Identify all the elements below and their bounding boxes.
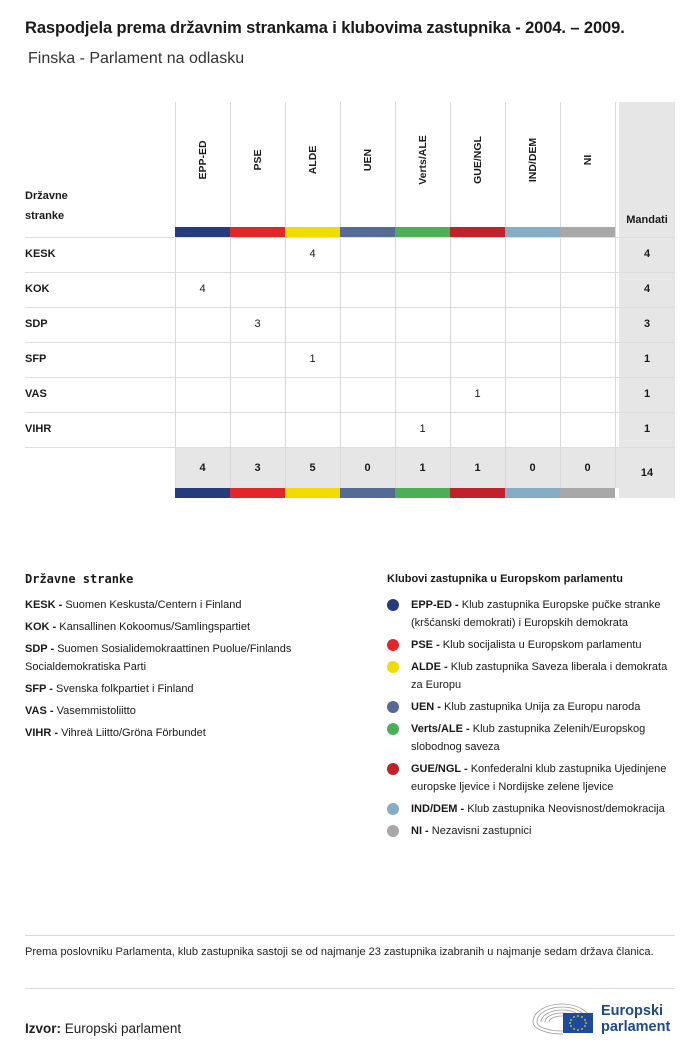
seat-cell: 4: [199, 283, 206, 295]
seat-cell: [560, 342, 615, 377]
party-abbr: VAS: [25, 705, 47, 717]
group-name: Konfederalni klub zastupnika Ujedinjene europske ljevice i Nordijske zelene ljevice: [411, 763, 667, 793]
seat-cell: [560, 272, 615, 307]
party-sep: -: [49, 621, 60, 633]
total-cell: 1: [474, 462, 481, 474]
group-abbr: Verts/ALE: [411, 723, 463, 735]
european-parliament-logo: [529, 998, 679, 1038]
seat-cell: [450, 342, 505, 377]
mandati-cell: 1: [643, 388, 651, 400]
seat-cell: [395, 272, 450, 307]
seat-cell: 1: [309, 353, 316, 365]
group-legend-item: [387, 760, 677, 796]
group-legend-item: [387, 596, 677, 632]
seat-cell: [505, 237, 560, 272]
group-color-dot: [387, 661, 399, 673]
groups-legend: [387, 596, 677, 844]
total-cell: 0: [584, 462, 591, 474]
seat-cell: [560, 377, 615, 412]
divider: [25, 988, 675, 989]
group-color-bar-top: [450, 227, 505, 237]
parliament-hemicycle-icon: [529, 998, 599, 1038]
group-abbr: UEN: [411, 701, 435, 713]
group-header-uen: [340, 102, 395, 228]
mandati-cell: 3: [643, 318, 651, 330]
party-row-label: SDP: [25, 318, 48, 330]
seat-cell: 3: [254, 318, 261, 330]
party-legend-item: [25, 680, 370, 698]
seat-cell: [230, 237, 285, 272]
group-color-bar-top: [340, 227, 395, 237]
group-color-bar-bottom: [505, 488, 560, 498]
party-legend-item: [25, 702, 370, 720]
group-header-alde: [285, 102, 340, 228]
group-sep: -: [440, 661, 451, 673]
source-label: Izvor:: [25, 1021, 62, 1036]
parties-legend: [25, 596, 370, 746]
total-cell: 3: [254, 462, 261, 474]
seat-cell: [230, 342, 285, 377]
party-name: Kansallinen Kokoomus/Samlingspartiet: [59, 621, 251, 633]
total-cell: 0: [364, 462, 371, 474]
party-name: Vasemmistoliitto: [56, 705, 136, 717]
seat-cell: [285, 377, 340, 412]
mandati-cell: 1: [643, 423, 651, 435]
group-name: Klub zastupnika Zelenih/Europskog slobodnog saveza: [411, 723, 646, 753]
group-abbr: PSE: [411, 639, 434, 651]
group-color-bar-bottom: [450, 488, 505, 498]
party-name: Svenska folkpartiet i Finland: [55, 683, 194, 695]
group-abbr: EPP-ED: [411, 599, 452, 611]
group-color-bar-top: [395, 227, 450, 237]
party-legend-item: [25, 640, 370, 676]
party-sep: -: [51, 727, 62, 739]
seat-cell: [340, 342, 395, 377]
group-header-label: UEN: [361, 148, 374, 172]
mandati-cell: 4: [643, 283, 651, 295]
source-line: [25, 1021, 181, 1036]
total-cell: 5: [309, 462, 316, 474]
group-sep: -: [457, 803, 468, 815]
seat-cell: 4: [309, 248, 316, 260]
group-color-bar-bottom: [175, 488, 230, 498]
group-color-bar-top: [230, 227, 285, 237]
group-name: Klub zastupnika Neovisnost/demokracija: [467, 803, 665, 815]
column-divider: [615, 102, 616, 488]
group-color-dot: [387, 639, 399, 651]
group-header-epped: [175, 102, 230, 228]
seat-cell: [450, 412, 505, 447]
group-header-label: PSE: [251, 149, 264, 171]
logo-text: Europski parlament: [601, 1003, 671, 1035]
group-color-bar-bottom: [285, 488, 340, 498]
group-name: Klub zastupnika Unija za Europu naroda: [444, 701, 641, 713]
party-row-label: VAS: [25, 388, 47, 400]
group-sep: -: [451, 599, 462, 611]
group-abbr: NI: [411, 825, 422, 837]
parties-legend-title: Državne stranke: [25, 572, 134, 586]
seat-cell: [560, 412, 615, 447]
party-name: Suomen Sosialidemokraattinen Puolue/Finlands Socialdemokratiska Parti: [25, 643, 292, 673]
group-header-label: GUE/NGL: [471, 136, 484, 184]
group-color-bar-bottom: [340, 488, 395, 498]
group-color-bar-bottom: [560, 488, 615, 498]
group-sep: -: [460, 763, 471, 775]
seat-cell: [505, 412, 560, 447]
group-color-dot: [387, 701, 399, 713]
seat-cell: [340, 272, 395, 307]
party-row-label: KESK: [25, 248, 56, 260]
seat-cell: [450, 272, 505, 307]
party-name: Suomen Keskusta/Centern i Finland: [65, 599, 242, 611]
party-row-label: KOK: [25, 283, 50, 295]
group-header-pse: [230, 102, 285, 228]
group-header-guengl: [450, 102, 505, 228]
group-legend-item: [387, 720, 677, 756]
group-sep: -: [462, 723, 473, 735]
group-color-dot: [387, 825, 399, 837]
group-abbr: ALDE: [411, 661, 441, 673]
seat-cell: [340, 412, 395, 447]
seat-cell: [230, 272, 285, 307]
seat-cell: [395, 377, 450, 412]
seat-cell: [450, 237, 505, 272]
group-color-bar-top: [285, 227, 340, 237]
group-header-label: ALDE: [306, 145, 319, 175]
total-cell: 1: [419, 462, 426, 474]
distribution-table: [25, 102, 675, 498]
groups-legend-title: Klubovi zastupnika u Europskom parlamentu: [387, 573, 623, 585]
group-legend-item: [387, 800, 677, 818]
group-color-bar-top: [505, 227, 560, 237]
group-header-ni: [560, 102, 615, 228]
total-cell: 4: [199, 462, 206, 474]
party-abbr: KOK: [25, 621, 50, 633]
seat-cell: [285, 412, 340, 447]
seat-cell: [285, 272, 340, 307]
party-abbr: SFP: [25, 683, 47, 695]
seat-cell: [450, 307, 505, 342]
footnote: Prema poslovniku Parlamenta, klub zastupnika sastoji se od najmanje 23 zastupnika izabranih u najmanje sedam država članica.: [25, 946, 654, 958]
seat-cell: [285, 307, 340, 342]
group-color-bar-bottom: [230, 488, 285, 498]
seat-cell: [505, 272, 560, 307]
party-sep: -: [55, 599, 66, 611]
seat-cell: [395, 342, 450, 377]
seat-cell: 1: [419, 423, 426, 435]
seat-cell: [175, 377, 230, 412]
group-legend-item: [387, 636, 677, 654]
divider: [25, 935, 675, 936]
group-header-label: IND/DEM: [526, 137, 539, 183]
group-color-bar-top: [175, 227, 230, 237]
party-legend-item: [25, 596, 370, 614]
group-color-bar-top: [560, 227, 615, 237]
group-color-bar-bottom: [395, 488, 450, 498]
seat-cell: [175, 412, 230, 447]
seat-cell: [395, 237, 450, 272]
seat-cell: [340, 237, 395, 272]
mandati-cell: 1: [643, 353, 651, 365]
group-color-dot: [387, 723, 399, 735]
group-color-dot: [387, 803, 399, 815]
group-color-dot: [387, 599, 399, 611]
party-abbr: SDP: [25, 643, 48, 655]
group-name: Klub zastupnika Europske pučke stranke (kršćanski demokrati) i Europskih demokrata: [411, 599, 661, 629]
seat-cell: [340, 307, 395, 342]
seat-cell: [175, 307, 230, 342]
page-subtitle: Finska - Parlament na odlasku: [28, 50, 245, 67]
group-sep: -: [434, 701, 445, 713]
group-color-dot: [387, 763, 399, 775]
seat-cell: [175, 237, 230, 272]
group-legend-item: [387, 698, 677, 716]
seat-cell: [230, 412, 285, 447]
mandati-cell: 4: [643, 248, 651, 260]
group-sep: -: [433, 639, 443, 651]
seat-cell: [560, 237, 615, 272]
page-title: Raspodjela prema državnim strankama i klubovima zastupnika - 2004. – 2009.: [25, 19, 625, 37]
group-name: Klub zastupnika Saveza liberala i demokrata za Europu: [411, 661, 668, 691]
group-abbr: IND/DEM: [411, 803, 458, 815]
seat-cell: [395, 307, 450, 342]
party-sep: -: [46, 683, 56, 695]
party-abbr: VIHR: [25, 727, 52, 739]
party-abbr: KESK: [25, 599, 56, 611]
party-name: Vihreä Liitto/Gröna Förbundet: [61, 727, 206, 739]
party-row-label: VIHR: [25, 423, 52, 435]
group-header-label: Verts/ALE: [416, 135, 429, 185]
group-legend-item: [387, 822, 677, 840]
group-name: Nezavisni zastupnici: [431, 825, 532, 837]
party-legend-item: [25, 618, 370, 636]
total-mandati-cell: 14: [640, 467, 654, 479]
total-cell: 0: [529, 462, 536, 474]
seat-cell: [340, 377, 395, 412]
group-header-inddem: [505, 102, 560, 228]
seat-cell: [505, 307, 560, 342]
group-sep: -: [422, 825, 432, 837]
group-header-label: NI: [581, 154, 594, 166]
group-name: Klub socijalista u Europskom parlamentu: [442, 639, 642, 651]
group-abbr: GUE/NGL: [411, 763, 461, 775]
seat-cell: [230, 377, 285, 412]
party-sep: -: [46, 705, 57, 717]
seat-cell: [175, 342, 230, 377]
seat-cell: [560, 307, 615, 342]
group-header-vertsale: [395, 102, 450, 228]
party-legend-item: [25, 724, 370, 742]
group-legend-item: [387, 658, 677, 694]
source-value: Europski parlament: [61, 1021, 182, 1036]
seat-cell: 1: [474, 388, 481, 400]
party-sep: -: [47, 643, 58, 655]
seat-cell: [505, 377, 560, 412]
party-row-label: SFP: [25, 353, 47, 365]
mandati-header: Mandati: [626, 214, 668, 226]
group-header-label: EPP-ED: [196, 140, 209, 180]
seat-cell: [505, 342, 560, 377]
row-header-label: Državne stranke: [25, 190, 68, 222]
